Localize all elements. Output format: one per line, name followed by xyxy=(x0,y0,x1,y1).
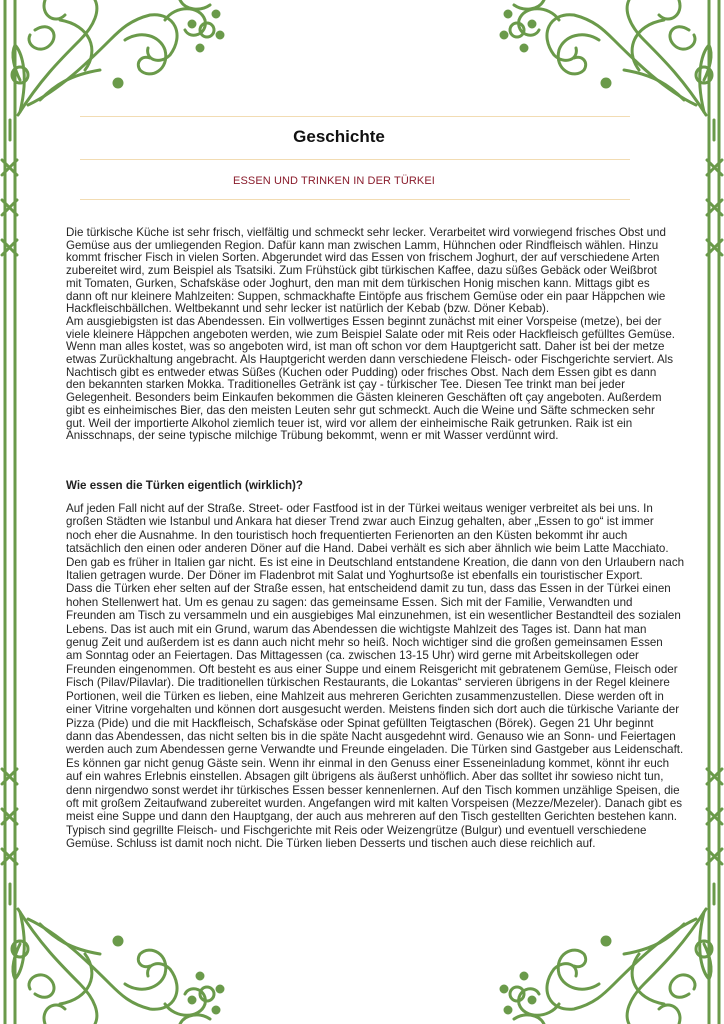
text-line: genug Zeit und außerdem ist es dann auch nicht mehr so heiß. Noch wichtiger sind die großen gemeinsamen Essen xyxy=(66,636,663,650)
text-line: am Sonntag oder an Feiertagen. Das Mittagessen (ca. zwischen 13-15 Uhr) wird gerne mit Arbeitskollegen oder xyxy=(66,649,639,663)
text-line: hohen Stellenwert hat. Um es genau zu sagen: das gemeinsame Essen. Sich mit der Familie, Verwandten und xyxy=(66,595,633,609)
section-heading: Wie essen die Türken eigentlich (wirklich)? xyxy=(66,479,303,492)
text-line: dann das Abendessen, das nicht selten bis in die späte Nacht ausgedehnt wird. Genauso wie an Sonn- und Feiertagen xyxy=(66,729,676,743)
text-line: Es können gar nicht genug Gäste sein. Wenn ihr einmal in den Genuss einer Esseneinladung kommet, könnt ihr euch xyxy=(66,756,670,770)
text-line: tatsächlich den einen oder anderen Döner auf die Hand. Dabei verhält es sich aber ähnlich wie beim Latte Macchiato. xyxy=(66,542,669,556)
page-subtitle: ESSEN UND TRINKEN IN DER TÜRKEI xyxy=(233,175,435,187)
text-line: Die türkische Küche ist sehr frisch, vielfältig und schmeckt sehr lecker. Verarbeitet wird vorwiegend frisches Obst und xyxy=(66,226,666,239)
text-line: Pizza (Pide) und die mit Hackfleisch, Schafskäse oder Spinat gefüllten Teigtaschen (Börek). Gegen 21 Uhr beginnt xyxy=(66,716,654,730)
text-line: Lebens. Das ist auch mit ein Grund, warum das Abendessen die wichtigste Mahlzeit des Tages ist. Dann hat man xyxy=(66,622,647,636)
text-line: Den gab es früher in Italien gar nicht. Es ist eine in Deutschland entstandene Kreation, die dann von den Urlaubern nach xyxy=(66,555,685,569)
text-line: Gelegenheit. Besonders beim Einkaufen bekommen die Gästen kleineren Geschäften oft çay angeboten. Außerdem xyxy=(66,391,662,405)
text-line: Freunden am Tisch zu versammeln und ein ausgiebiges Mal einzunehmen, ist ein wesentlicher Bestandteil des sozialen xyxy=(66,609,681,623)
text-line: denn nirgendwo sonst werdet ihr türkisches Essen besser kennenlernen. Auf den Tisch kommen unzählige Speisen, die xyxy=(66,783,680,797)
text-line: Fisch (Pilav/Pilavlar). Die traditionellen türkischen Restaurants, die Lokantas“ servieren übrigens in der Regel kleinere xyxy=(66,676,670,690)
text-line: Am ausgiebigsten ist das Abendessen. Ein vollwertiges Essen beginnt zunächst mit einer Vorspeise (metze), bei der xyxy=(66,314,662,328)
text-line: großen Städten wie Istanbul und Ankara hat dieser Trend zwar auch Einzug gehalten, aber „Essen to go“ ist immer xyxy=(66,515,654,529)
text-line: Portionen, weil die Türken es lieben, eine Mahlzeit aus mehreren Gerichten zusammenzustellen. Diese werden oft in xyxy=(66,689,664,703)
page-title: Geschichte xyxy=(293,127,385,146)
text-line: Gemüse. Schluss ist damit noch nicht. Die Türken lieben Desserts und tischen auch diese reichlich auf. xyxy=(66,837,596,851)
text-line: oft mit großem Zeitaufwand zubereitet wurden. Angefangen wird mit kalten Vorspeisen (Mezze/Mezeler). Danach gibt es xyxy=(66,796,683,810)
section-paragraph xyxy=(66,502,684,851)
divider-middle xyxy=(80,159,630,160)
text-line: noch eher die Ausnahme. In den touristisch hoch frequentierten Ferienorten an den Küsten bekommt ihr auch xyxy=(66,528,628,542)
text-line: Wenn man alles kostet, was so angeboten wird, ist man oft schon vor dem Hauptgericht satt. Daher ist bei der metze xyxy=(66,340,665,354)
text-line: Freunden eingenommen. Oft besteht es aus einer Suppe und einem Reisgericht mit gebratenem Gemüse, Fleisch oder xyxy=(66,662,678,676)
text-line: gut. Weil der importierte Alkohol ziemlich teuer ist, wird vor allem der einheimische Raik getrunken. Raik ist ein xyxy=(66,416,633,430)
text-line: einer Vitrine vorgehalten und können dort ausgesucht werden. Meistens finden sich dort auch die türkische Variante der xyxy=(66,703,680,717)
text-line: Auf jeden Fall nicht auf der Straße. Street- oder Fastfood ist in der Türkei weitaus weniger verbreitet als bei uns. In xyxy=(66,502,653,515)
divider-top xyxy=(80,116,630,117)
text-line: mit Tomaten, Gurken, Schafskäse oder Joghurt, den man mit dem türkischen Honig mischen kann. Mittags gibt es xyxy=(66,276,650,290)
text-line: Dass die Türken eher selten auf der Straße essen, hat entscheidend damit zu tun, dass das Essen in der Türkei einen xyxy=(66,582,671,596)
text-line: meist eine Suppe und dann den Hauptgang, der auch aus mehreren auf den Tisch gestellten Gerichten bestehen kann. xyxy=(66,810,678,824)
text-line: auf ein wahres Erlebnis einstellen. Absagen gilt übrigens als äußerst unhöflich. Aber das solltet ihr sowieso nicht tun, xyxy=(66,770,664,784)
text-line: Typisch sind gegrillte Fleisch- und Fischgerichte mit Reis oder Weizengrütze (Bulgur) und eventuell verschiedene xyxy=(66,823,647,837)
text-line: gibt es einheimisches Bier, das den meisten Leuten sehr gut schmeckt. Auch die Weine und Säfte schmecken sehr xyxy=(66,403,655,417)
text-line: dann oft nur kleinere Mahlzeiten: Suppen, schmackhafte Eintöpfe aus frischem Gemüse oder ein paar Häppchen wie xyxy=(66,289,666,303)
text-line: zubereitet wird, zum Beispiel als Tsatsiki. Zum Frühstück gibt türkischen Kaffee, dazu süßes Gebäck oder Weißbrot xyxy=(66,264,657,278)
divider-bottom xyxy=(80,199,630,200)
text-line: viele kleinere Häppchen angeboten werden, wie zum Beispiel Salate oder mit Reis oder Hackfleisch gefülltes Gemüse. xyxy=(66,327,675,341)
text-line: Anisschnaps, der seine typische milchige Trübung bekommt, wenn er mit Wasser verdünnt wird. xyxy=(66,429,559,443)
text-line: Hackfleischbällchen. Weltbekannt und sehr lecker ist natürlich der Kebab (bzw. Döner Kebab). xyxy=(66,302,550,316)
intro-paragraph xyxy=(66,227,675,443)
text-line: Italien getragen wurde. Der Döner im Fladenbrot mit Salat und Yoghurtsoße ist ebenfalls ein touristischer Export. xyxy=(66,569,643,583)
text-line: etwas Zurückhaltung angebracht. Als Hauptgericht werden dann verschiedene Fleisch- oder Fischgerichte serviert. Als xyxy=(66,353,674,367)
text-line: den bekannten starken Mokka. Traditionelles Getränk ist çay - türkischer Tee. Diesen Tee trinkt man bei jeder xyxy=(66,378,625,392)
text-line: Gemüse aus der umliegenden Region. Dafür kann man zwischen Lamm, Hühnchen oder Rindfleisch wählen. Hinzu xyxy=(66,238,659,252)
text-line: werden auch zum Abendessen gerne Verwandte und Freunde eingeladen. Die Türken sind Gastgeber aus Leidenschaft. xyxy=(66,743,684,757)
text-line: kommt frischer Fisch in vielen Sorten. Abgerundet wird das Essen von frischem Joghurt, der auf verschiedene Arten xyxy=(66,251,660,265)
text-line: Nachtisch gibt es entweder etwas Süßes (Kuchen oder Pudding) oder frisches Obst. Nach dem Essen gibt es dann xyxy=(66,365,657,379)
